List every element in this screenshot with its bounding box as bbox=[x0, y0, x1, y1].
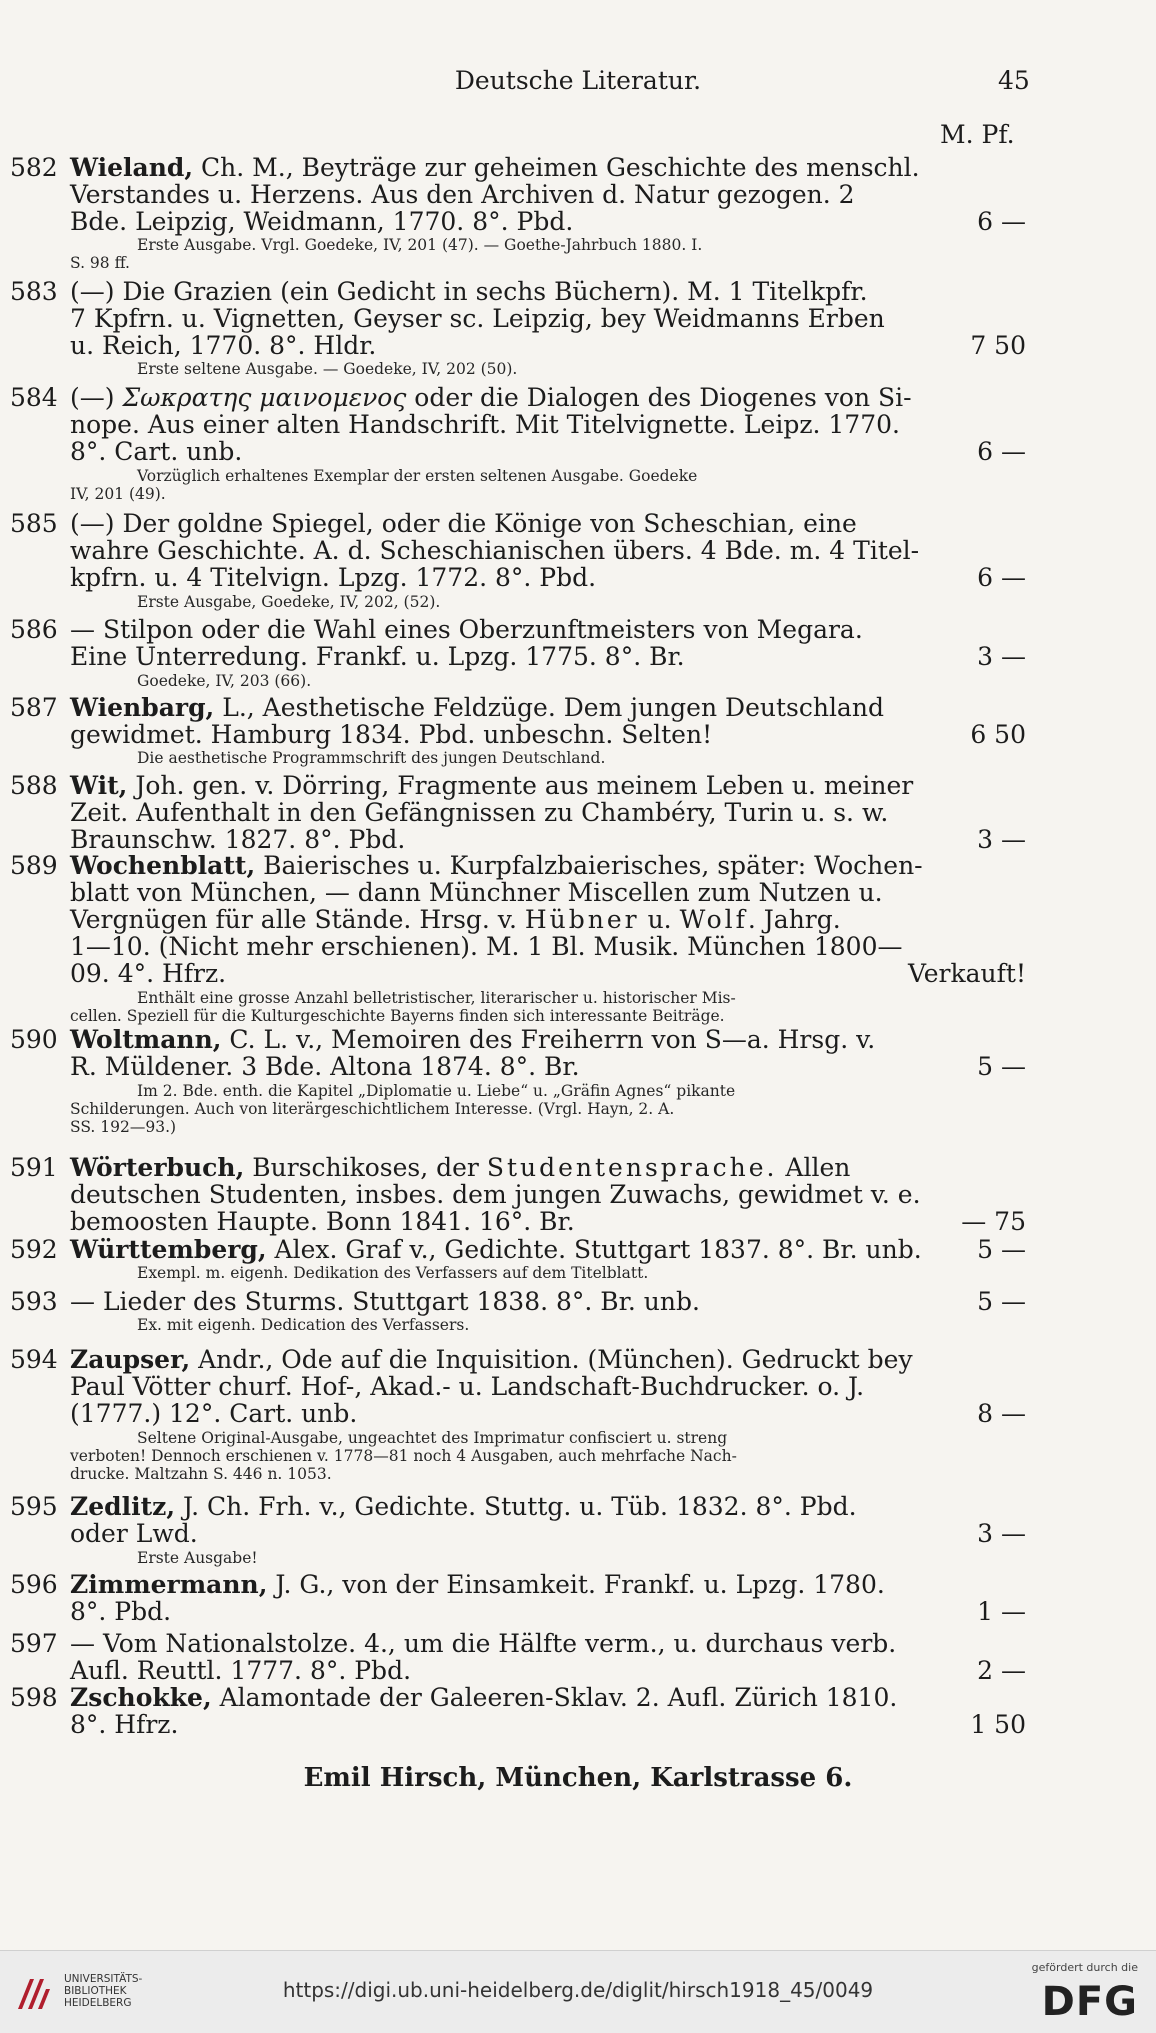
entry-number: 595 bbox=[10, 1492, 58, 1521]
price: 5 — bbox=[977, 1235, 1026, 1264]
entry-line: 09. 4°. Hfrz. bbox=[70, 959, 227, 988]
entry-number: 587 bbox=[10, 693, 58, 722]
entry-line: bemoosten Haupte. Bonn 1841. 16°. Br. bbox=[70, 1207, 575, 1236]
publisher-imprint: Emil Hirsch, München, Karlstrasse 6. bbox=[303, 1763, 853, 1793]
entry-note: Erste Ausgabe! bbox=[137, 1549, 258, 1567]
entry-note: S. 98 ff. bbox=[70, 254, 130, 272]
entry-line: Woltmann, C. L. v., Memoiren des Freiherrn von S—a. Hrsg. v. bbox=[70, 1025, 876, 1054]
entry-line: Eine Unterredung. Frankf. u. Lpzg. 1775. 8°. Br. bbox=[70, 642, 685, 671]
institution-name[interactable]: UNIVERSITÄTS- BIBLIOTHEK HEIDELBERG bbox=[64, 1973, 143, 2009]
entry-line: Aufl. Reuttl. 1777. 8°. Pbd. bbox=[70, 1656, 412, 1685]
entry-number: 598 bbox=[10, 1683, 58, 1712]
entry-line: Wieland, Ch. M., Beyträge zur geheimen Geschichte des menschl. bbox=[70, 153, 920, 182]
entry-note: SS. 192—93.) bbox=[70, 1118, 177, 1136]
author-name: Zedlitz, bbox=[70, 1492, 176, 1521]
price: 6 — bbox=[977, 437, 1026, 466]
entry-line: Zaupser, Andr., Ode auf die Inquisition. (München). Gedruckt bey bbox=[70, 1345, 913, 1374]
entry-number: 590 bbox=[10, 1025, 58, 1054]
entry-line: Braunschw. 1827. 8°. Pbd. bbox=[70, 825, 406, 854]
page-number: 45 bbox=[998, 66, 1030, 95]
price: 6 50 bbox=[970, 720, 1026, 749]
entry-line: Paul Vötter churf. Hof-, Akad.- u. Landschaft-Buchdrucker. o. J. bbox=[70, 1372, 865, 1401]
entry-line: 8°. Pbd. bbox=[70, 1597, 172, 1626]
entry-note: Enthält eine grosse Anzahl belletristischer, literarischer u. historischer Mis- bbox=[137, 989, 736, 1007]
entry-note: drucke. Maltzahn S. 446 n. 1053. bbox=[70, 1465, 332, 1483]
entry-line: Bde. Leipzig, Weidmann, 1770. 8°. Pbd. bbox=[70, 207, 574, 236]
price: 3 — bbox=[977, 642, 1026, 671]
author-name: Zaupser, bbox=[70, 1345, 191, 1374]
price: 1 50 bbox=[970, 1710, 1026, 1739]
author-name: Wit, bbox=[70, 771, 128, 800]
entry-number: 591 bbox=[10, 1153, 58, 1182]
entry-line: 7 Kpfrn. u. Vignetten, Geyser sc. Leipzig, bey Weidmanns Erben bbox=[70, 304, 885, 333]
entry-number: 585 bbox=[10, 509, 58, 538]
entry-note: Vorzüglich erhaltenes Exemplar der ersten seltenen Ausgabe. Goedeke bbox=[137, 467, 698, 485]
entry-line: 8°. Hfrz. bbox=[70, 1710, 179, 1739]
author-name: Woltmann, bbox=[70, 1025, 222, 1054]
price: 1 — bbox=[977, 1597, 1026, 1626]
spaced-name: Studentensprache. bbox=[486, 1153, 778, 1182]
entry-note: IV, 201 (49). bbox=[70, 485, 166, 503]
currency-header: M. Pf. bbox=[940, 120, 1015, 149]
entry-line: — Stilpon oder die Wahl eines Oberzunftmeisters von Megara. bbox=[70, 615, 863, 644]
entry-number: 589 bbox=[10, 851, 58, 880]
price: 6 — bbox=[977, 563, 1026, 592]
entry-line: Württemberg, Alex. Graf v., Gedichte. Stuttgart 1837. 8°. Br. unb. bbox=[70, 1235, 922, 1264]
entry-note: Erste Ausgabe, Goedeke, IV, 202, (52). bbox=[137, 593, 441, 611]
entry-line: nope. Aus einer alten Handschrift. Mit Titelvignette. Leipz. 1770. bbox=[70, 410, 900, 439]
author-name: Zschokke, bbox=[70, 1683, 212, 1712]
entry-note: Ex. mit eigenh. Dedication des Verfassers. bbox=[137, 1316, 470, 1334]
entry-note: Erste Ausgabe. Vrgl. Goedeke, IV, 201 (47). — Goethe-Jahrbuch 1880. I. bbox=[137, 236, 703, 254]
entry-line: wahre Geschichte. A. d. Scheschianischen übers. 4 Bde. m. 4 Titel- bbox=[70, 536, 920, 565]
viewer-footer-bar bbox=[0, 1950, 1156, 2033]
greek-title: Σωκρατης μαινομενος bbox=[122, 383, 407, 412]
entry-note: Schilderungen. Auch von literärgeschichtlichem Interesse. (Vrgl. Hayn, 2. A. bbox=[70, 1100, 675, 1118]
entry-note: Seltene Original-Ausgabe, ungeachtet des Imprimatur confisciert u. streng bbox=[137, 1429, 728, 1447]
author-name: Württemberg, bbox=[70, 1235, 267, 1264]
entry-number: 584 bbox=[10, 383, 58, 412]
author-name: Wienbarg, bbox=[70, 693, 215, 722]
running-title: Deutsche Literatur. bbox=[454, 66, 702, 95]
entry-number: 582 bbox=[10, 153, 58, 182]
price: 5 — bbox=[977, 1287, 1026, 1316]
price: Verkauft! bbox=[907, 959, 1026, 988]
entry-number: 592 bbox=[10, 1235, 58, 1264]
entry-line: u. Reich, 1770. 8°. Hldr. bbox=[70, 331, 377, 360]
entry-note: cellen. Speziell für die Kulturgeschichte Bayerns finden sich interessante Beiträge. bbox=[70, 1007, 725, 1025]
entry-line: (—) Die Grazien (ein Gedicht in sechs Büchern). M. 1 Titelkpfr. bbox=[70, 277, 868, 306]
price: 6 — bbox=[977, 207, 1026, 236]
entry-number: 586 bbox=[10, 615, 58, 644]
price: 7 50 bbox=[970, 331, 1026, 360]
entry-line: (1777.) 12°. Cart. unb. bbox=[70, 1399, 358, 1428]
entry-line: Verstandes u. Herzens. Aus den Archiven d. Natur gezogen. 2 bbox=[70, 180, 855, 209]
price: 3 — bbox=[977, 1519, 1026, 1548]
entry-line: oder Lwd. bbox=[70, 1519, 198, 1548]
entry-line: Wienbarg, L., Aesthetische Feldzüge. Dem jungen Deutschland bbox=[70, 693, 884, 722]
entry-number: 594 bbox=[10, 1345, 58, 1374]
entry-line: Zedlitz, J. Ch. Frh. v., Gedichte. Stuttg. u. Tüb. 1832. 8°. Pbd. bbox=[70, 1492, 857, 1521]
price: 8 — bbox=[977, 1399, 1026, 1428]
entry-line: Wochenblatt, Baierisches u. Kurpfalzbaierisches, später: Wochen- bbox=[70, 851, 923, 880]
entry-note: verboten! Dennoch erschienen v. 1778—81 noch 4 Ausgaben, auch mehrfache Nach- bbox=[70, 1447, 737, 1465]
price: 5 — bbox=[977, 1052, 1026, 1081]
entry-note: Goedeke, IV, 203 (66). bbox=[137, 672, 312, 690]
entry-line: blatt von München, — dann Münchner Miscellen zum Nutzen u. bbox=[70, 878, 883, 907]
entry-line: Zschokke, Alamontade der Galeeren-Sklav. 2. Aufl. Zürich 1810. bbox=[70, 1683, 898, 1712]
entry-line: Wit, Joh. gen. v. Dörring, Fragmente aus meinem Leben u. meiner bbox=[70, 771, 914, 800]
author-name: Wochenblatt, bbox=[70, 851, 256, 880]
entry-number: 593 bbox=[10, 1287, 58, 1316]
entry-line: Zeit. Aufenthalt in den Gefängnissen zu Chambéry, Turin u. s. w. bbox=[70, 798, 889, 827]
entry-note: Im 2. Bde. enth. die Kapitel „Diplomatie u. Liebe“ u. „Gräfin Agnes“ pikante bbox=[137, 1082, 736, 1100]
entry-line: 1—10. (Nicht mehr erschienen). M. 1 Bl. Musik. München 1800— bbox=[70, 932, 903, 961]
entry-line: gewidmet. Hamburg 1834. Pbd. unbeschn. Selten! bbox=[70, 720, 713, 749]
entry-line: kpfrn. u. 4 Titelvign. Lpzg. 1772. 8°. Pbd. bbox=[70, 563, 597, 592]
funding-note: gefördert durch die bbox=[1031, 1961, 1138, 1974]
entry-note: Erste seltene Ausgabe. — Goedeke, IV, 202 (50). bbox=[137, 360, 518, 378]
entry-line: deutschen Studenten, insbes. dem jungen Zuwachs, gewidmet v. e. bbox=[70, 1180, 921, 1209]
author-name: Zimmermann, bbox=[70, 1570, 268, 1599]
entry-line: R. Müldener. 3 Bde. Altona 1874. 8°. Br. bbox=[70, 1052, 580, 1081]
entry-line: (—) Σωκρατης μαινομενος oder die Dialogen des Diogenes von Si- bbox=[70, 383, 912, 412]
entry-number: 597 bbox=[10, 1629, 58, 1658]
entry-number: 588 bbox=[10, 771, 58, 800]
author-name: Wieland, bbox=[70, 153, 194, 182]
entry-line: Vergnügen für alle Stände. Hrsg. v. Hübner u. Wolf. Jahrg. bbox=[70, 905, 841, 934]
entry-line: 8°. Cart. unb. bbox=[70, 437, 243, 466]
entry-note: Die aesthetische Programmschrift des jungen Deutschland. bbox=[137, 749, 606, 767]
entry-note: Exempl. m. eigenh. Dedikation des Verfassers auf dem Titelblatt. bbox=[137, 1264, 649, 1282]
price: 3 — bbox=[977, 825, 1026, 854]
dfg-logo[interactable]: DFG bbox=[1041, 1979, 1138, 2025]
entry-number: 596 bbox=[10, 1570, 58, 1599]
spaced-name: Wolf bbox=[679, 905, 748, 934]
entry-number: 583 bbox=[10, 277, 58, 306]
price: 2 — bbox=[977, 1656, 1026, 1685]
spaced-name: Hübner bbox=[524, 905, 640, 934]
entry-line: Wörterbuch, Burschikoses, der Studentensprache. Allen bbox=[70, 1153, 851, 1182]
entry-line: — Lieder des Sturms. Stuttgart 1838. 8°. Br. unb. bbox=[70, 1287, 700, 1316]
entry-line: Zimmermann, J. G., von der Einsamkeit. Frankf. u. Lpzg. 1780. bbox=[70, 1570, 885, 1599]
permalink-url[interactable]: https://digi.ub.uni-heidelberg.de/diglit/hirsch1918_45/0049 bbox=[282, 1978, 874, 2002]
entry-line: — Vom Nationalstolze. 4., um die Hälfte verm., u. durchaus verb. bbox=[70, 1629, 897, 1658]
author-name: Wörterbuch, bbox=[70, 1153, 245, 1182]
price: — 75 bbox=[961, 1207, 1026, 1236]
entry-line: (—) Der goldne Spiegel, oder die Könige von Scheschian, eine bbox=[70, 509, 857, 538]
